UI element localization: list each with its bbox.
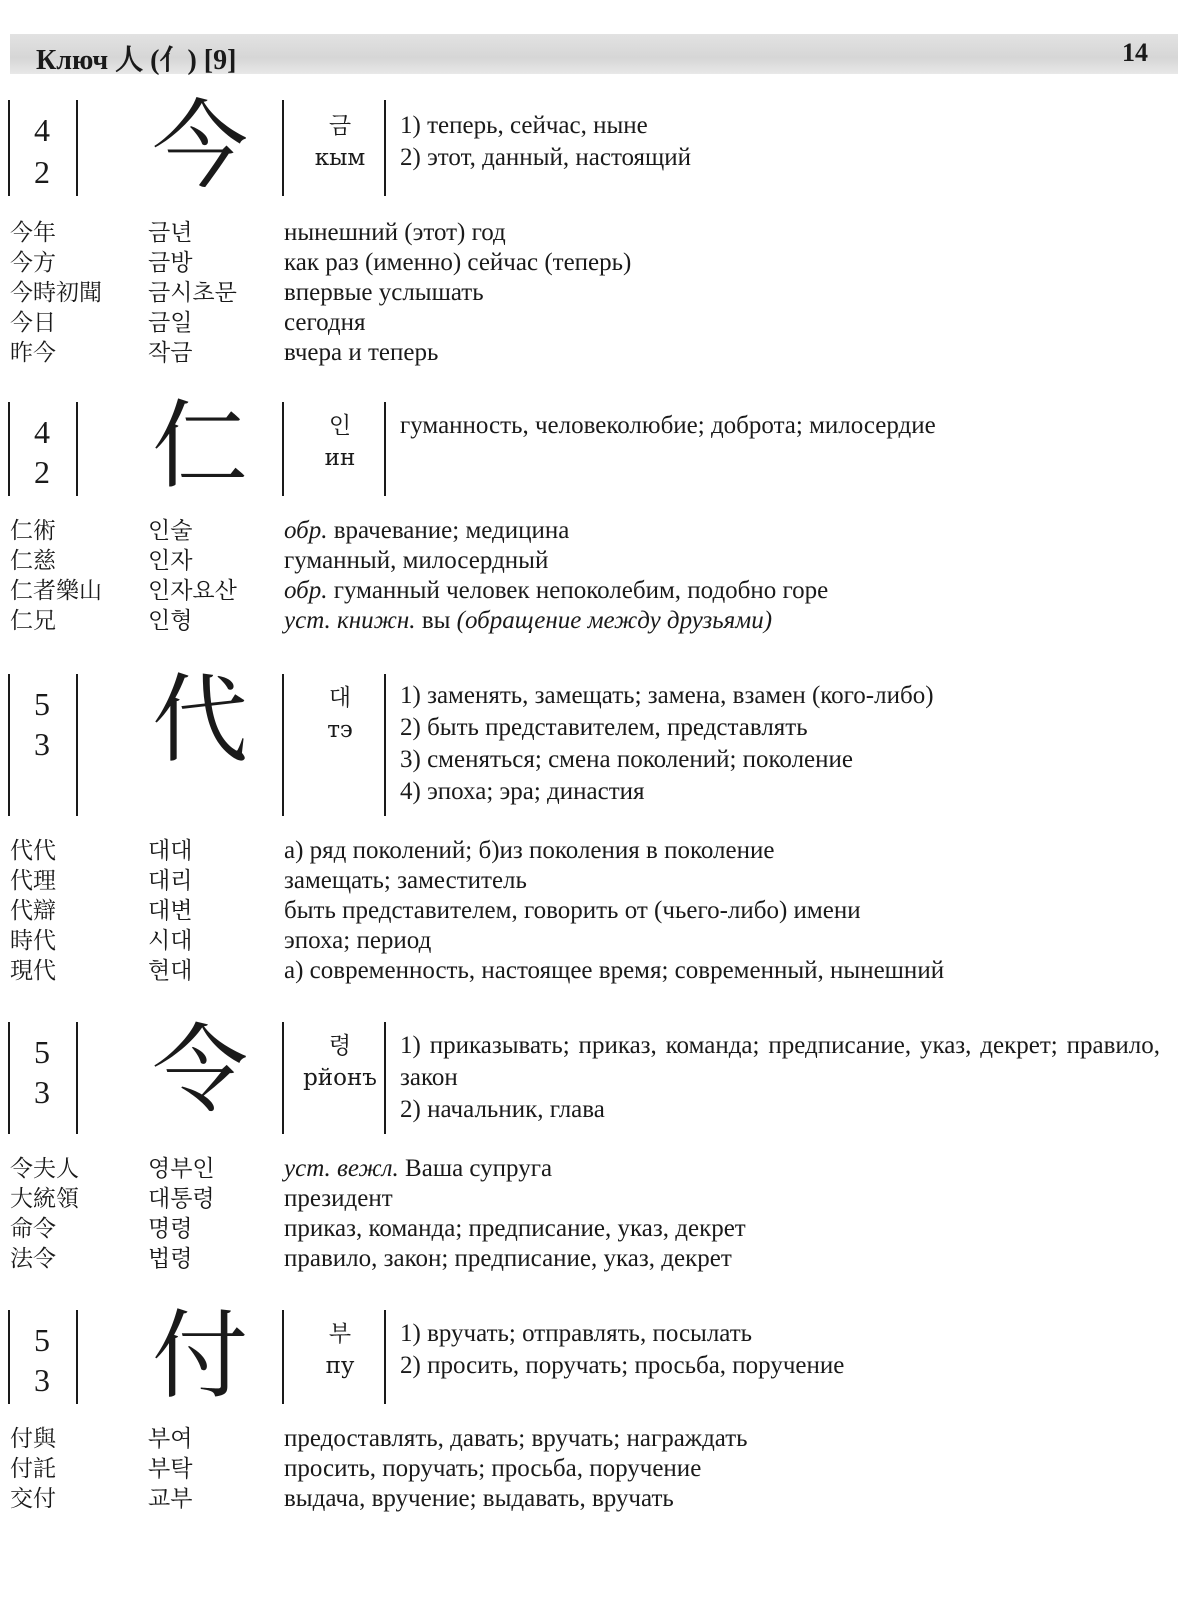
headword-hanja: 仁 bbox=[152, 390, 248, 502]
meaning-text: вы bbox=[421, 607, 451, 634]
compound-meaning: гуманный, милосердный bbox=[284, 547, 549, 574]
compound-meaning bbox=[284, 606, 772, 636]
stroke-count-top: 4 bbox=[34, 414, 50, 450]
meaning-item: 4) эпоха; эра; династия bbox=[400, 778, 645, 805]
divider-line bbox=[8, 100, 10, 196]
compound-meaning: просить, поручать; просьба, поручение bbox=[284, 1455, 702, 1482]
compound-hanja: 代理 bbox=[10, 868, 56, 894]
compound-korean: 대리 bbox=[148, 868, 193, 894]
compound-korean: 영부인 bbox=[148, 1156, 215, 1182]
divider-line bbox=[282, 1310, 284, 1404]
headword-hanja: 付 bbox=[152, 1300, 248, 1412]
compounds-list bbox=[0, 836, 1188, 986]
headword-hanja: 代 bbox=[152, 664, 248, 776]
stroke-count-bottom: 3 bbox=[34, 1362, 50, 1398]
usage-label: уст. вежл. bbox=[284, 1155, 399, 1182]
headword-reading: рйонъ bbox=[303, 1065, 377, 1091]
compound-meaning: приказ, команда; предписание, указ, декрет bbox=[284, 1215, 746, 1242]
meaning-item: 1) приказывать; приказ, команда; предписание, указ, декрет; правило, закон bbox=[400, 1032, 1160, 1091]
compound-meaning: нынешний (этот) год bbox=[284, 219, 506, 246]
usage-label: уст. книжн. bbox=[284, 607, 416, 634]
compound-row bbox=[0, 248, 1188, 278]
headword-reading: тэ bbox=[327, 717, 353, 743]
compound-row bbox=[0, 896, 1188, 926]
compound-meaning bbox=[284, 576, 828, 606]
entry-header-box bbox=[0, 664, 1188, 816]
compound-hanja: 令夫人 bbox=[10, 1156, 79, 1182]
headword-korean: 부 bbox=[328, 1321, 352, 1347]
stroke-count-bottom: 2 bbox=[34, 454, 50, 490]
divider-line bbox=[282, 402, 284, 496]
compound-hanja: 代代 bbox=[10, 838, 56, 864]
stroke-count-bottom: 3 bbox=[34, 726, 50, 762]
entry-header-box bbox=[0, 390, 1188, 502]
divider-line bbox=[76, 1310, 78, 1404]
compound-hanja: 付託 bbox=[10, 1456, 56, 1482]
headword-hanja: 今 bbox=[152, 90, 248, 202]
compound-row bbox=[0, 606, 1188, 636]
divider-line bbox=[282, 674, 284, 816]
compound-row bbox=[0, 308, 1188, 338]
meaning-item: 2) этот, данный, настоящий bbox=[400, 144, 692, 171]
compound-row bbox=[0, 338, 1188, 368]
compound-hanja: 今年 bbox=[10, 220, 56, 246]
compound-meaning: замещать; заместитель bbox=[284, 867, 527, 894]
compound-hanja: 今方 bbox=[10, 250, 56, 276]
compound-hanja: 仁慈 bbox=[10, 548, 56, 574]
compound-hanja: 交付 bbox=[10, 1486, 56, 1512]
headword-korean: 대 bbox=[328, 685, 352, 711]
compound-korean: 교부 bbox=[148, 1486, 193, 1512]
stroke-count-top: 5 bbox=[34, 686, 50, 722]
compound-hanja: 付與 bbox=[10, 1426, 56, 1452]
compound-korean: 부여 bbox=[148, 1426, 193, 1452]
compound-hanja: 今日 bbox=[10, 310, 56, 336]
meanings-list bbox=[400, 410, 1170, 442]
compound-meaning: быть представителем, говорить от (чьего-либо) имени bbox=[284, 897, 861, 924]
stroke-count-top: 5 bbox=[34, 1322, 50, 1358]
meaning-item: 1) вручать; отправлять, посылать bbox=[400, 1320, 753, 1347]
entry-header-box bbox=[0, 90, 1188, 202]
divider-line bbox=[76, 1022, 78, 1134]
meaning-item: 2) быть представителем, представлять bbox=[400, 714, 808, 741]
compound-row bbox=[0, 866, 1188, 896]
stroke-count-bottom: 3 bbox=[34, 1074, 50, 1110]
divider-line bbox=[282, 1022, 284, 1134]
headword-reading: ин bbox=[324, 445, 356, 471]
meaning-item: 1) теперь, сейчас, ныне bbox=[400, 112, 648, 139]
divider-line bbox=[8, 402, 10, 496]
compound-row bbox=[0, 218, 1188, 248]
headword-korean: 금 bbox=[328, 113, 352, 139]
divider-line bbox=[8, 674, 10, 816]
compound-korean: 금년 bbox=[148, 220, 193, 246]
compound-korean: 대변 bbox=[148, 898, 193, 924]
compound-row bbox=[0, 1244, 1188, 1274]
usage-note: (обращение между друзьями) bbox=[456, 607, 773, 634]
compound-korean: 대통령 bbox=[148, 1186, 215, 1212]
compound-hanja: 現代 bbox=[10, 958, 56, 984]
compound-meaning: как раз (именно) сейчас (теперь) bbox=[284, 249, 632, 276]
meaning-text: врачевание; медицина bbox=[333, 517, 570, 544]
compound-hanja: 昨今 bbox=[10, 340, 56, 366]
compound-hanja: 仁術 bbox=[10, 518, 56, 544]
compound-korean: 부탁 bbox=[148, 1456, 193, 1482]
compound-row bbox=[0, 1454, 1188, 1484]
compound-row bbox=[0, 1214, 1188, 1244]
page-number: 14 bbox=[1122, 38, 1148, 67]
meaning-item: 1) заменять, замещать; замена, взамен (кого-либо) bbox=[400, 682, 934, 709]
compound-meaning: а) ряд поколений; б)из поколения в поколение bbox=[284, 837, 775, 864]
divider-line bbox=[8, 1310, 10, 1404]
meaning-item: 2) начальник, глава bbox=[400, 1096, 605, 1123]
page-header bbox=[10, 34, 1178, 74]
compound-meaning: предоставлять, давать; вручать; награждать bbox=[284, 1425, 748, 1452]
compound-hanja: 仁者樂山 bbox=[10, 578, 102, 604]
compound-korean: 금시초문 bbox=[148, 280, 237, 306]
compound-hanja: 法令 bbox=[10, 1246, 56, 1272]
divider-line bbox=[8, 1022, 10, 1134]
stroke-count-bottom: 2 bbox=[34, 154, 50, 190]
compound-meaning: правило, закон; предписание, указ, декрет bbox=[284, 1245, 732, 1272]
headword-korean: 령 bbox=[328, 1033, 352, 1059]
divider-line bbox=[76, 674, 78, 816]
compounds-list bbox=[0, 1154, 1188, 1274]
compound-row bbox=[0, 1154, 1188, 1184]
meaning-text: гуманный человек непоколебим, подобно горе bbox=[333, 577, 829, 604]
compound-meaning: а) современность, настоящее время; современный, нынешний bbox=[284, 957, 945, 984]
compounds-list bbox=[0, 1424, 1188, 1514]
compound-row bbox=[0, 516, 1188, 546]
entry-header-box bbox=[0, 1300, 1188, 1412]
compounds-list bbox=[0, 516, 1188, 636]
compound-hanja: 仁兄 bbox=[10, 608, 56, 634]
meaning-text: Ваша супруга bbox=[405, 1155, 553, 1182]
headword-reading: кым bbox=[314, 145, 366, 171]
compounds-list bbox=[0, 218, 1188, 368]
compound-korean: 인자요산 bbox=[148, 578, 237, 604]
compound-meaning: президент bbox=[284, 1185, 393, 1212]
divider-line bbox=[76, 100, 78, 196]
meanings-list bbox=[400, 1318, 1170, 1382]
meanings-list bbox=[400, 680, 1170, 808]
meaning-item: 2) просить, поручать; просьба, поручение bbox=[400, 1352, 845, 1379]
compound-hanja: 時代 bbox=[10, 928, 56, 954]
compound-hanja: 代辯 bbox=[10, 898, 56, 924]
compound-korean: 현대 bbox=[148, 958, 193, 984]
radical-title: Ключ 人 (亻) [9] bbox=[36, 45, 237, 76]
compound-hanja: 大統領 bbox=[10, 1186, 79, 1212]
compound-row bbox=[0, 1184, 1188, 1214]
meaning-item: 3) сменяться; смена поколений; поколение bbox=[400, 746, 854, 773]
compound-hanja: 命令 bbox=[10, 1216, 56, 1242]
divider-line bbox=[76, 402, 78, 496]
stroke-count-top: 4 bbox=[34, 112, 50, 148]
compound-korean: 명령 bbox=[148, 1216, 193, 1242]
divider-line bbox=[282, 100, 284, 196]
meaning-item: гуманность, человеколюбие; доброта; милосердие bbox=[400, 412, 936, 439]
compound-korean: 법령 bbox=[148, 1246, 193, 1272]
headword-hanja: 令 bbox=[152, 1014, 248, 1126]
compound-row bbox=[0, 576, 1188, 606]
compound-korean: 시대 bbox=[148, 928, 193, 954]
compound-meaning: выдача, вручение; выдавать, вручать bbox=[284, 1485, 674, 1512]
compound-row bbox=[0, 1484, 1188, 1514]
stroke-count-top: 5 bbox=[34, 1034, 50, 1070]
headword-korean: 인 bbox=[328, 413, 352, 439]
meanings-list bbox=[400, 1030, 1160, 1126]
compound-meaning: впервые услышать bbox=[284, 279, 484, 306]
compound-row bbox=[0, 956, 1188, 986]
compound-meaning: эпоха; период bbox=[284, 927, 432, 954]
headword-reading: пу bbox=[325, 1353, 355, 1379]
compound-korean: 금일 bbox=[148, 310, 193, 336]
compound-meaning bbox=[284, 516, 569, 546]
compound-korean: 인자 bbox=[148, 548, 193, 574]
compound-row bbox=[0, 1424, 1188, 1454]
compound-row bbox=[0, 836, 1188, 866]
compound-meaning: сегодня bbox=[284, 309, 366, 336]
compound-korean: 대대 bbox=[148, 838, 193, 864]
compound-korean: 인술 bbox=[148, 518, 193, 544]
compound-meaning: вчера и теперь bbox=[284, 339, 439, 366]
compound-row bbox=[0, 926, 1188, 956]
compound-korean: 금방 bbox=[148, 250, 193, 276]
compound-korean: 인형 bbox=[148, 608, 193, 634]
usage-label: обр. bbox=[284, 517, 328, 544]
entry-header-box bbox=[0, 1014, 1188, 1134]
compound-hanja: 今時初聞 bbox=[10, 280, 102, 306]
meanings-list bbox=[400, 110, 1170, 174]
compound-meaning bbox=[284, 1154, 552, 1184]
compound-korean: 작금 bbox=[148, 340, 193, 366]
compound-row bbox=[0, 278, 1188, 308]
compound-row bbox=[0, 546, 1188, 576]
usage-label: обр. bbox=[284, 577, 328, 604]
